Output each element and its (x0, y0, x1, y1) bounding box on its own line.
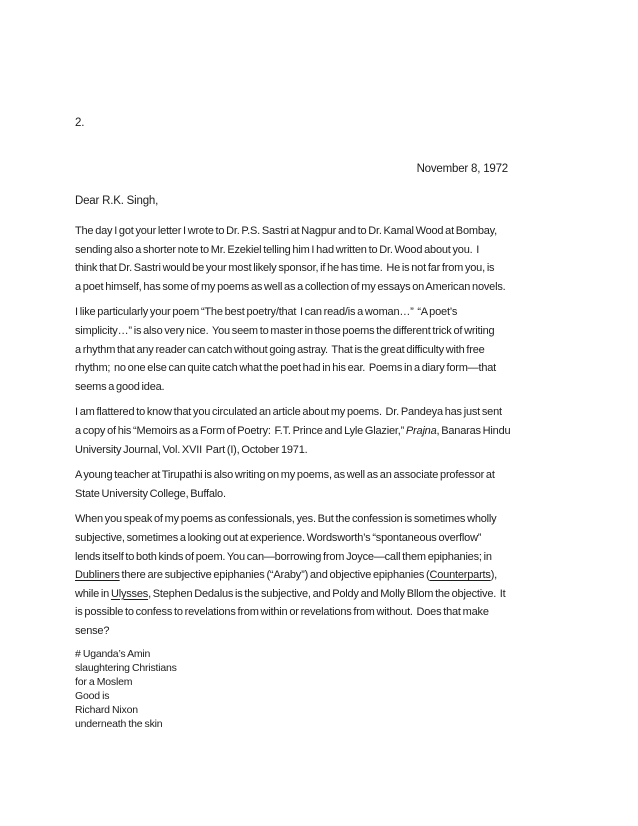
underlined-title: Counterparts (429, 569, 491, 582)
paragraph (75, 222, 595, 296)
text-line (75, 303, 595, 322)
text-segment: a rhythm that any reader can catch without going astray. That is the great difficulty with free (75, 343, 485, 356)
text-segment: is possible to confess to revelations from within or revelations from without. Does that make (75, 606, 489, 619)
text-line (75, 510, 595, 529)
text-segment: a poet himself, has some of my poems as well as a collection of my essays on American novels. (75, 280, 506, 293)
text-line (75, 585, 595, 604)
text-segment: sending also a shorter note to Mr. Ezekiel telling him I had written to Dr. Wood about you. I (75, 243, 480, 256)
text-segment: a copy of his “Memoirs as a Form of Poetry: F.T. Prince and Lyle Glazier,” (75, 424, 406, 437)
text-segment: think that Dr. Sastri would be your most likely sponsor, if he has time. He is not far from you, is (75, 262, 495, 275)
paragraph (75, 466, 595, 503)
text-line (75, 548, 595, 567)
text-segment: , Banaras Hindu (436, 424, 511, 437)
text-line (75, 622, 595, 641)
text-line (75, 422, 595, 441)
underlined-title: Dubliners (75, 569, 120, 582)
page-number: 2. (75, 117, 85, 129)
text-segment: I am flattered to know that you circulated an article about my poems. Dr. Pandeya has just sent (75, 406, 502, 419)
text-segment: A young teacher at Tirupathi is also writing on my poems, as well as an associate professor at (75, 469, 495, 482)
text-line (75, 466, 595, 485)
text-line (75, 322, 595, 341)
letter-date: November 8, 1972 (416, 163, 508, 175)
poem-block (75, 647, 595, 731)
text-segment: simplicity…” is also very nice. You seem to master in those poems the different trick of writing (75, 324, 495, 337)
text-segment: State University College, Buffalo. (75, 487, 226, 500)
text-segment: University Journal, Vol. XVII Part (I), October 1971. (75, 443, 308, 456)
italic-text: Prajna (405, 424, 437, 437)
text-segment: When you speak of my poems as confessionals, yes. But the confession is sometimes wholly (75, 513, 497, 526)
letter-body (75, 222, 595, 640)
salutation: Dear R.K. Singh, (75, 195, 159, 207)
text-line (75, 441, 595, 460)
poem-line: underneath the skin (75, 718, 163, 731)
text-line (75, 341, 595, 360)
text-segment: sense? (75, 624, 110, 637)
text-line (75, 378, 595, 397)
text-segment: there are subjective epiphanies (“Araby”) and objective epiphanies ( (119, 569, 430, 582)
paragraph (75, 510, 595, 640)
text-line (75, 603, 595, 622)
text-line (75, 359, 595, 378)
poem-line: Good is (75, 690, 110, 703)
paragraph (75, 403, 595, 459)
text-line (75, 222, 595, 241)
poem-line: slaughtering Christians (75, 662, 177, 675)
poem-line: Richard Nixon (75, 704, 138, 717)
text-segment: I like particularly your poem “The best poetry/that I can read/is a woman…” “A poet’s (75, 306, 458, 319)
text-line (75, 259, 595, 278)
text-segment: subjective, sometimes a looking out at experience. Wordsworth’s “spontaneous overflow” (75, 531, 482, 544)
text-segment: while in (75, 587, 111, 600)
text-line (75, 241, 595, 260)
text-segment: ), (490, 569, 498, 582)
text-line (75, 403, 595, 422)
poem-line: for a Moslem (75, 676, 133, 689)
text-line (75, 485, 595, 504)
text-segment: rhythm; no one else can quite catch what the poet had in his ear. Poems in a diary form—that (75, 362, 497, 375)
text-segment: , Stephen Dedalus is the subjective, and Poldy and Molly Bllom the objective. It (148, 587, 506, 600)
underlined-title: Ulysses (110, 587, 149, 600)
text-line (75, 566, 595, 585)
text-segment: seems a good idea. (75, 380, 165, 393)
text-line (75, 529, 595, 548)
paragraph (75, 303, 595, 396)
text-segment: lends itself to both kinds of poem. You can—borrowing from Joyce—call them epiphanies; in (75, 550, 492, 563)
poem-line: # Uganda’s Amin (75, 648, 151, 661)
text-line (75, 278, 595, 297)
text-segment: The day I got your letter I wrote to Dr. P.S. Sastri at Nagpur and to Dr. Kamal Wood at Bombay, (75, 225, 498, 237)
